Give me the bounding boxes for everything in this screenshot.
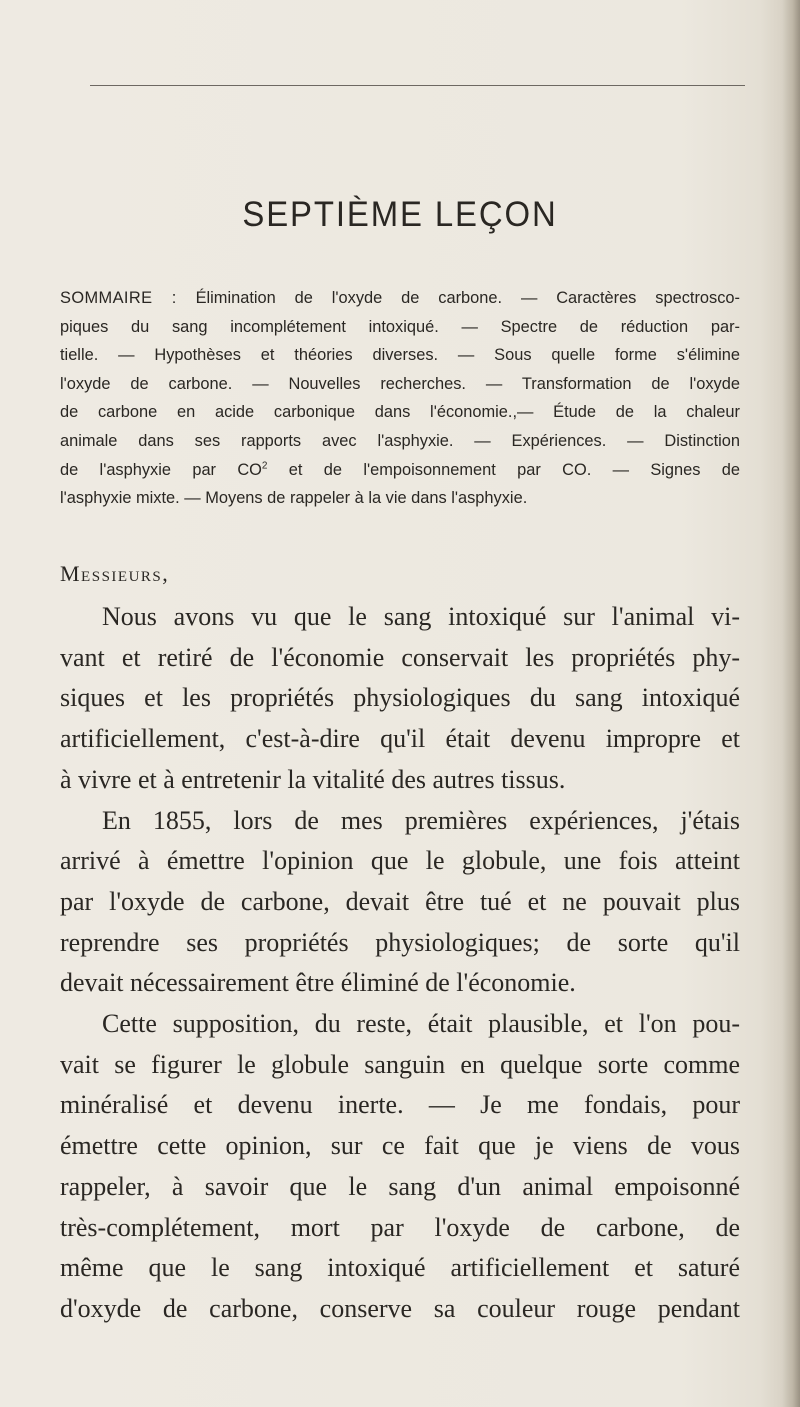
summary-line: animale dans ses rapports avec l'asphyxie. — Expériences. — Distinction	[60, 431, 740, 450]
summary-line: l'oxyde de carbone. — Nouvelles recherches. — Transformation de l'oxyde	[60, 374, 740, 393]
paragraph-line: devait nécessairement être éliminé de l'économie.	[60, 968, 576, 998]
paragraph-line: à vivre et à entretenir la vitalité des autres tissus.	[60, 764, 566, 794]
summary-lead: SOMMAIRE :	[60, 289, 177, 307]
paragraph-line: En 1855, lors de mes premières expériences, j'étais	[102, 805, 740, 835]
summary-line	[60, 284, 740, 313]
paragraph-line: reprendre ses propriétés physiologiques; de sorte qu'il	[60, 927, 740, 957]
summary-line: piques du sang incomplétement intoxiqué. — Spectre de réduction par-	[60, 317, 740, 336]
formula-superscript: 2	[261, 460, 268, 472]
paragraph-line: émettre cette opinion, sur ce fait que je viens de vous	[60, 1131, 740, 1161]
salutation: Messieurs,	[60, 561, 170, 586]
summary-line: l'asphyxie mixte. — Moyens de rappeler à la vie dans l'asphyxie.	[60, 489, 528, 508]
page-edge-shadow	[782, 0, 800, 1407]
paragraph-line: siques et les propriétés physiologiques du sang intoxiqué	[60, 683, 740, 713]
summary-text: de l'asphyxie par CO	[60, 460, 262, 479]
header-rule	[90, 85, 745, 86]
summary-text: et de l'empoisonnement par CO. — Signes de	[267, 460, 740, 479]
body-text	[60, 597, 740, 1330]
paragraph-line: rappeler, à savoir que le sang d'un animal empoisonné	[60, 1171, 740, 1201]
paragraph-line: vant et retiré de l'économie conservait les propriétés phy-	[60, 642, 740, 672]
summary-block	[60, 284, 740, 513]
summary-line	[60, 456, 740, 485]
paragraph-line: vait se figurer le globule sanguin en quelque sorte comme	[60, 1049, 740, 1079]
summary-text: Élimination de l'oxyde de carbone. — Caractères spectrosco-	[195, 289, 740, 307]
paragraph-line: même que le sang intoxiqué artificiellement et saturé	[60, 1253, 740, 1283]
paragraph-line: arrivé à émettre l'opinion que le globule, une fois atteint	[60, 846, 740, 876]
paragraph-line: très-complétement, mort par l'oxyde de carbone, de	[60, 1212, 740, 1242]
paragraph-line: d'oxyde de carbone, conserve sa couleur rouge pendant	[60, 1293, 740, 1323]
summary-line: de carbone en acide carbonique dans l'économie.,— Étude de la chaleur	[60, 403, 740, 422]
paragraph-line: minéralisé et devenu inerte. — Je me fondais, pour	[60, 1090, 740, 1120]
summary-line: tielle. — Hypothèses et théories diverses. — Sous quelle forme s'élimine	[60, 346, 740, 365]
paragraph-line: Cette supposition, du reste, était plausible, et l'on pou-	[102, 1009, 740, 1039]
paragraph-line: par l'oxyde de carbone, devait être tué et ne pouvait plus	[60, 886, 740, 916]
lesson-title: SEPTIÈME LEÇON	[242, 195, 558, 234]
paragraph-line: artificiellement, c'est-à-dire qu'il était devenu impropre et	[60, 724, 740, 754]
paragraph-line: Nous avons vu que le sang intoxiqué sur l'animal vi-	[102, 602, 740, 631]
